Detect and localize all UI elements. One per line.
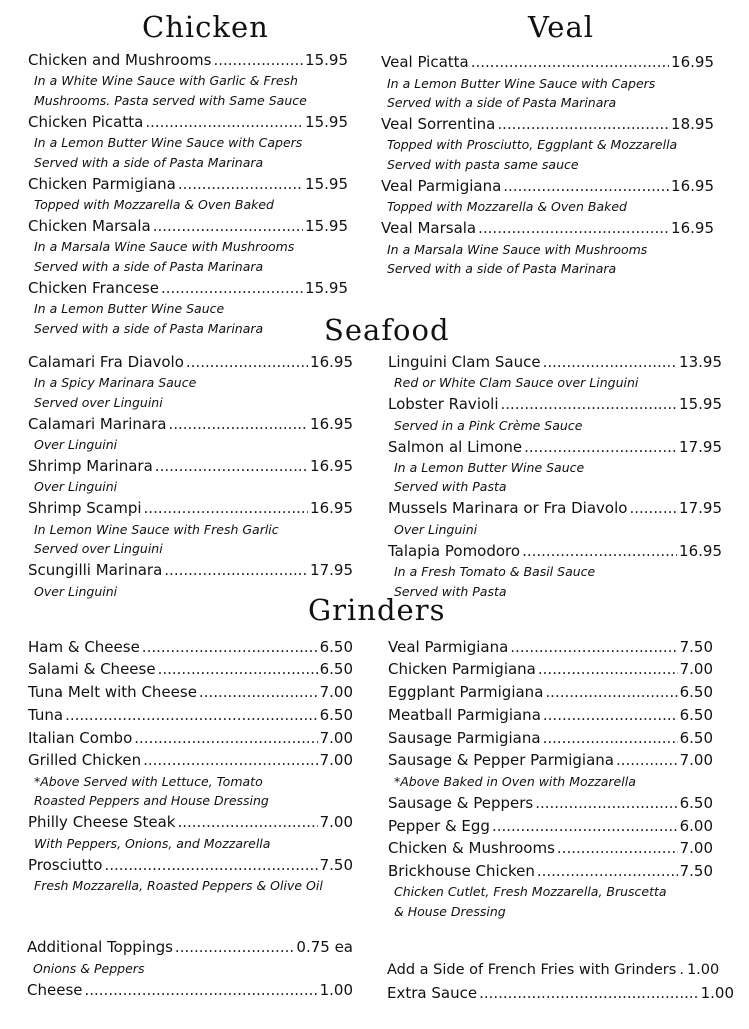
item-name: Calamari Fra Diavolo	[28, 353, 184, 371]
leader-dots	[543, 728, 678, 748]
leader-dots	[84, 980, 317, 1000]
item-description: Served in a Pink Crème Sauce	[394, 418, 583, 433]
menu-item	[28, 498, 353, 518]
item-name: Italian Combo	[28, 729, 133, 747]
item-description: In a Lemon Butter Wine Sauce with Capers	[387, 76, 656, 91]
item-price: 7.00	[679, 839, 713, 857]
item-description: Served with pasta same sauce	[387, 157, 579, 172]
item-description: Served over Linguini	[34, 395, 163, 410]
item-price: 1.00	[700, 984, 734, 1002]
item-name: Sausage & Peppers	[388, 794, 534, 812]
menu-item	[381, 218, 714, 238]
leader-dots	[545, 682, 677, 702]
menu-item	[388, 352, 722, 372]
leader-dots	[164, 560, 308, 580]
leader-dots	[144, 498, 309, 518]
leader-dots	[535, 793, 677, 813]
item-description: *Above Baked in Oven with Mozzarella	[394, 774, 636, 789]
item-price: 6.50	[319, 660, 353, 678]
leader-dots	[186, 352, 308, 372]
item-name: Pepper & Egg	[388, 817, 490, 835]
item-description: Served with a side of Pasta Marinara	[387, 95, 617, 110]
item-price: 18.95	[671, 115, 714, 133]
item-name: Mussels Marinara or Fra Diavolo	[388, 499, 628, 517]
seafood-heading: Seafood	[324, 313, 450, 347]
menu-item	[388, 838, 713, 858]
leader-dots	[175, 937, 294, 957]
item-name: Grilled Chicken	[28, 751, 142, 769]
item-name: Chicken & Mushrooms	[388, 839, 555, 857]
menu-item	[388, 750, 713, 770]
menu-item	[387, 983, 734, 1003]
item-name: Veal Parmigiana	[381, 177, 502, 195]
menu-item	[381, 176, 714, 196]
item-description: Over Linguini	[34, 584, 118, 599]
menu-item	[28, 705, 353, 725]
item-description: Fresh Mozzarella, Roasted Peppers & Olive Oil	[34, 878, 323, 893]
item-name: Chicken Marsala	[28, 217, 151, 235]
leader-dots	[616, 750, 678, 770]
item-description: In a Spicy Marinara Sauce	[34, 375, 197, 390]
menu-item	[388, 705, 713, 725]
item-price: 13.95	[679, 353, 722, 371]
leader-dots	[522, 541, 677, 561]
menu-item	[388, 437, 722, 457]
menu-item	[28, 50, 348, 70]
leader-dots	[134, 728, 317, 748]
item-price: 15.95	[305, 217, 348, 235]
item-description: & House Dressing	[394, 904, 506, 919]
item-price: 16.95	[671, 219, 714, 237]
menu-item	[388, 498, 722, 518]
leader-dots	[143, 750, 318, 770]
leader-dots	[524, 437, 677, 457]
leader-dots	[153, 216, 303, 236]
leader-dots	[557, 838, 678, 858]
item-name: Veal Picatta	[381, 53, 469, 71]
leader-dots	[537, 861, 678, 881]
item-description: With Peppers, Onions, and Mozzarella	[34, 836, 271, 851]
menu-item	[28, 414, 353, 434]
item-price: 6.50	[679, 729, 713, 747]
leader-dots	[501, 394, 678, 414]
item-name: Brickhouse Chicken	[388, 862, 535, 880]
item-price: 16.95	[679, 542, 722, 560]
item-price: 15.95	[679, 395, 722, 413]
item-description: Served with Pasta	[394, 479, 507, 494]
item-description: In a Fresh Tomato & Basil Sauce	[394, 564, 596, 579]
item-description: In a Marsala Wine Sauce with Mushrooms	[34, 239, 295, 254]
grinders-heading: Grinders	[308, 593, 446, 627]
leader-dots	[510, 637, 677, 657]
menu-item	[28, 812, 353, 832]
leader-dots	[543, 705, 678, 725]
veal-heading: Veal	[528, 10, 595, 44]
item-description: Chicken Cutlet, Fresh Mozzarella, Bruscetta	[394, 884, 667, 899]
leader-dots	[177, 812, 317, 832]
item-description: Red or White Clam Sauce over Linguini	[394, 375, 639, 390]
leader-dots	[145, 112, 303, 132]
item-price: 16.95	[671, 177, 714, 195]
leader-dots	[142, 637, 318, 657]
item-price: 1.00	[319, 981, 353, 999]
item-name: Lobster Ravioli	[388, 395, 499, 413]
item-price: 6.00	[679, 817, 713, 835]
item-name: Extra Sauce	[387, 984, 478, 1002]
item-price: 7.00	[319, 751, 353, 769]
menu-item	[388, 637, 713, 657]
leader-dots	[478, 218, 669, 238]
leader-dots	[178, 174, 303, 194]
menu-item	[28, 112, 348, 132]
item-description: Topped with Mozzarella & Oven Baked	[387, 199, 627, 214]
item-description: Over Linguini	[34, 437, 118, 452]
item-price: 7.00	[679, 660, 713, 678]
menu-item	[28, 659, 353, 679]
menu-item	[388, 541, 722, 561]
leader-dots: .	[679, 962, 684, 978]
leader-dots	[471, 52, 669, 72]
item-price: 16.95	[310, 457, 353, 475]
leader-dots	[161, 278, 303, 298]
leader-dots	[629, 498, 677, 518]
leader-dots	[538, 659, 678, 679]
menu-item	[388, 816, 713, 836]
leader-dots	[65, 705, 318, 725]
leader-dots	[543, 352, 677, 372]
item-price: 6.50	[679, 794, 713, 812]
item-price: 16.95	[310, 353, 353, 371]
menu-item	[28, 637, 353, 657]
leader-dots	[503, 176, 669, 196]
item-name: Calamari Marinara	[28, 415, 167, 433]
menu-item	[388, 394, 722, 414]
item-description: Mushrooms. Pasta served with Same Sauce	[34, 93, 307, 108]
item-price: 0.75 ea	[296, 938, 353, 956]
menu-item	[28, 682, 353, 702]
menu-item	[388, 659, 713, 679]
item-name: Eggplant Parmigiana	[388, 683, 544, 701]
item-price: 6.50	[679, 683, 713, 701]
item-description: Topped with Prosciutto, Eggplant & Mozzarella	[387, 137, 678, 152]
item-description: Over Linguini	[394, 522, 478, 537]
item-description: Onions & Peppers	[33, 961, 145, 976]
item-name: Chicken Parmigiana	[28, 175, 176, 193]
item-price: 7.00	[319, 729, 353, 747]
item-name: Chicken Francese	[28, 279, 159, 297]
menu-item	[28, 855, 353, 875]
item-name: Tuna Melt with Cheese	[28, 683, 197, 701]
menu-item	[28, 216, 348, 236]
leader-dots	[104, 855, 317, 875]
item-price: 6.50	[319, 706, 353, 724]
menu-item	[28, 750, 353, 770]
item-price: 16.95	[310, 499, 353, 517]
item-name: Meatball Parmigiana	[388, 706, 541, 724]
chicken-heading: Chicken	[142, 10, 269, 44]
item-price: 1.00	[686, 962, 720, 978]
item-name: Cheese	[27, 981, 83, 999]
item-name: Sausage Parmigiana	[388, 729, 541, 747]
item-description: In a Lemon Butter Wine Sauce	[34, 301, 225, 316]
menu-item	[28, 278, 348, 298]
item-description: Served with a side of Pasta Marinara	[34, 155, 264, 170]
item-price: 7.00	[319, 683, 353, 701]
item-name: Talapia Pomodoro	[388, 542, 521, 560]
item-name: Chicken and Mushrooms	[28, 51, 212, 69]
item-name: Scungilli Marinara	[28, 561, 163, 579]
item-description: Served with a side of Pasta Marinara	[34, 321, 264, 336]
item-price: 16.95	[671, 53, 714, 71]
item-name: Linguini Clam Sauce	[388, 353, 541, 371]
item-price: 17.95	[310, 561, 353, 579]
item-price: 6.50	[679, 706, 713, 724]
leader-dots	[492, 816, 678, 836]
menu-item	[387, 960, 734, 980]
item-name: Sausage & Pepper Parmigiana	[388, 751, 614, 769]
leader-dots	[479, 983, 699, 1003]
item-name: Veal Parmigiana	[388, 638, 509, 656]
menu-item	[28, 352, 353, 372]
item-description: In a White Wine Sauce with Garlic & Fresh	[34, 73, 298, 88]
menu-item	[381, 114, 714, 134]
leader-dots	[155, 456, 308, 476]
leader-dots	[199, 682, 318, 702]
item-description: Served with a side of Pasta Marinara	[387, 261, 617, 276]
item-name: Ham & Cheese	[28, 638, 140, 656]
item-price: 7.50	[319, 856, 353, 874]
item-price: 15.95	[305, 175, 348, 193]
item-description: In a Lemon Butter Wine Sauce	[394, 460, 585, 475]
leader-dots	[497, 114, 669, 134]
item-price: 7.00	[679, 751, 713, 769]
item-price: 7.50	[679, 862, 713, 880]
item-price: 17.95	[679, 499, 722, 517]
menu-item	[388, 793, 713, 813]
item-name: Additional Toppings	[27, 938, 173, 956]
item-name: Veal Sorrentina	[381, 115, 496, 133]
item-price: 7.00	[319, 813, 353, 831]
item-description: In Lemon Wine Sauce with Fresh Garlic	[34, 522, 279, 537]
leader-dots	[158, 659, 318, 679]
item-description: In a Marsala Wine Sauce with Mushrooms	[387, 242, 648, 257]
menu-item	[388, 682, 713, 702]
item-price: 15.95	[305, 113, 348, 131]
item-description: Over Linguini	[34, 479, 118, 494]
item-description: Topped with Mozzarella & Oven Baked	[34, 197, 274, 212]
item-price: 17.95	[679, 438, 722, 456]
menu-item	[28, 560, 353, 580]
item-name: Add a Side of French Fries with Grinders	[387, 962, 677, 978]
menu-item	[27, 937, 353, 957]
item-name: Shrimp Scampi	[28, 499, 142, 517]
item-name: Tuna	[28, 706, 64, 724]
item-name: Chicken Picatta	[28, 113, 144, 131]
menu-item	[27, 980, 353, 1000]
item-price: 6.50	[319, 638, 353, 656]
menu-item	[28, 174, 348, 194]
item-name: Prosciutto	[28, 856, 103, 874]
leader-dots	[213, 50, 303, 70]
item-description: Served over Linguini	[34, 541, 163, 556]
menu-item	[381, 52, 714, 72]
item-price: 15.95	[305, 51, 348, 69]
item-name: Shrimp Marinara	[28, 457, 153, 475]
menu-item	[28, 456, 353, 476]
item-description: *Above Served with Lettuce, Tomato	[34, 774, 263, 789]
item-name: Veal Marsala	[381, 219, 477, 237]
item-name: Philly Cheese Steak	[28, 813, 176, 831]
menu-item	[388, 861, 713, 881]
item-price: 7.50	[679, 638, 713, 656]
item-name: Chicken Parmigiana	[388, 660, 536, 678]
item-description: Roasted Peppers and House Dressing	[34, 793, 269, 808]
item-description: Served with a side of Pasta Marinara	[34, 259, 264, 274]
item-name: Salmon al Limone	[388, 438, 523, 456]
item-price: 15.95	[305, 279, 348, 297]
item-name: Salami & Cheese	[28, 660, 156, 678]
item-description: In a Lemon Butter Wine Sauce with Capers	[34, 135, 303, 150]
item-price: 16.95	[310, 415, 353, 433]
menu-item	[388, 728, 713, 748]
item-description: Served with Pasta	[394, 584, 507, 599]
menu-item	[28, 728, 353, 748]
leader-dots	[168, 414, 308, 434]
